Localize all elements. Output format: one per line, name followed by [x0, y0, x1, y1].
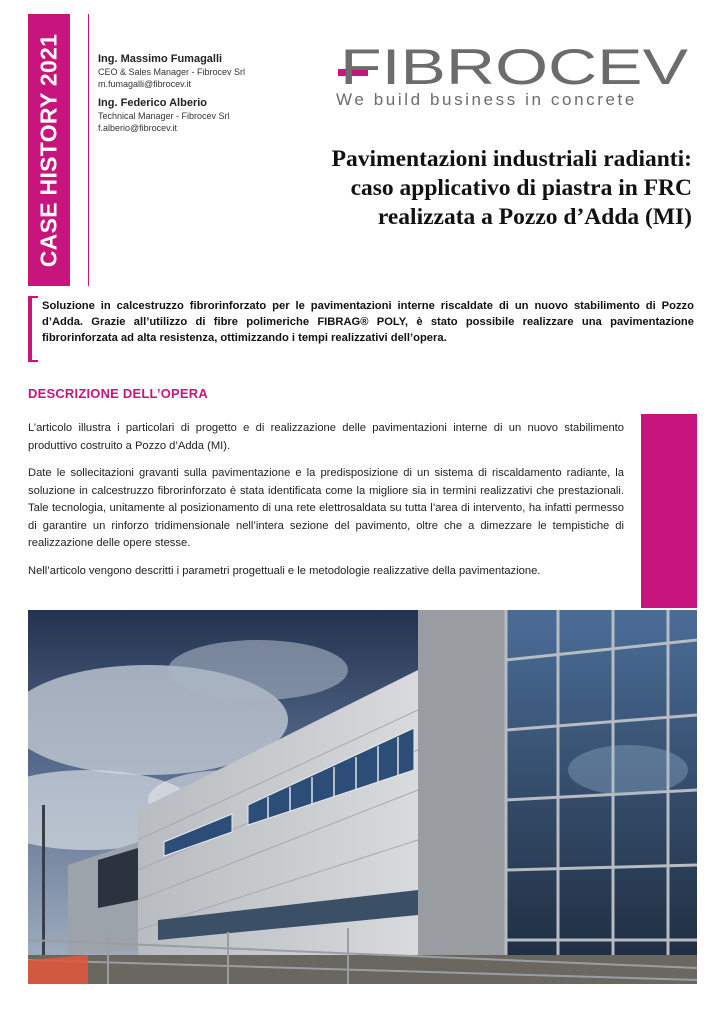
title-line: realizzata a Pozzo d’Adda (MI)	[377, 204, 692, 230]
building-photo-image	[28, 610, 697, 984]
abstract-tick-top	[28, 296, 38, 298]
paragraph: Nell’articolo vengono descritti i parametri progettuali e le metodologie realizzative della pavimentazione.	[28, 564, 541, 577]
author-email[interactable]: m.fumagalli@fibrocev.it	[98, 79, 191, 89]
section-title: DESCRIZIONE DELL’OPERA	[28, 386, 208, 401]
fibrocev-logo-mark	[336, 44, 692, 88]
author-2	[98, 96, 298, 134]
title-line: Pavimentazioni industriali radianti:	[331, 146, 692, 172]
building-photo	[28, 610, 697, 984]
paragraph: L’articolo illustra i particolari di progetto e di realizzazione delle pavimentazioni interne di un nuovo stabilimento produttivo costruito a Pozzo d’Adda (MI).	[28, 422, 624, 452]
fibrocev-logo	[336, 44, 692, 110]
right-accent-band	[641, 414, 697, 608]
author-role: CEO & Sales Manager - Fibrocev Srl	[98, 67, 246, 77]
author-email[interactable]: f.alberio@fibrocev.it	[98, 123, 178, 133]
abstract-box	[28, 296, 696, 362]
header-divider	[88, 14, 89, 286]
author-1	[98, 52, 298, 90]
abstract-tick-bottom	[28, 360, 38, 362]
author-name: Ing. Massimo Fumagalli	[98, 53, 223, 65]
author-role: Technical Manager - Fibrocev Srl	[98, 111, 230, 121]
body-text	[28, 420, 624, 590]
case-history-label-wrap	[28, 14, 70, 286]
abstract-text: Soluzione in calcestruzzo fibrorinforzato per le pavimentazioni interne riscaldate di un nuovo stabilimento di Pozzo d’Adda. Grazie all’utilizzo di fibre polimeriche FIBRAG® POLY, è stato possibile realizzare una pavimentazione fibrorinforzata ad alta resistenza, ottimizzando i tempi realizzativi dell’opera.	[42, 300, 694, 344]
author-name: Ing. Federico Alberio	[98, 97, 207, 109]
logo-tagline: We build business in concrete	[336, 90, 637, 109]
abstract-bar	[28, 296, 32, 362]
authors-block	[98, 52, 298, 140]
paragraph: Date le sollecitazioni gravanti sulla pavimentazione e la predisposizione di un sistema di riscaldamento radiante, la soluzione in calcestruzzo fibrorinforzato è stata identificata come la migliore sia in termini realizzativi che prestazionali. Tale tecnologia, unitamente al posizionamento di una rete elettrosaldata su tutta l’area di intervento, ha infatti permesso di garantire un rinforzo tridimensionale nell’intera sezione del pavimento, oltre che a dimezzare le tempistiche di realizzazione delle opere stesse.	[28, 467, 624, 549]
case-history-label: CASE HISTORY 2021	[35, 33, 62, 267]
logo-wordmark: FIBROCEV	[340, 44, 689, 88]
article-title	[272, 145, 692, 232]
title-line: caso applicativo di piastra in FRC	[350, 175, 692, 201]
